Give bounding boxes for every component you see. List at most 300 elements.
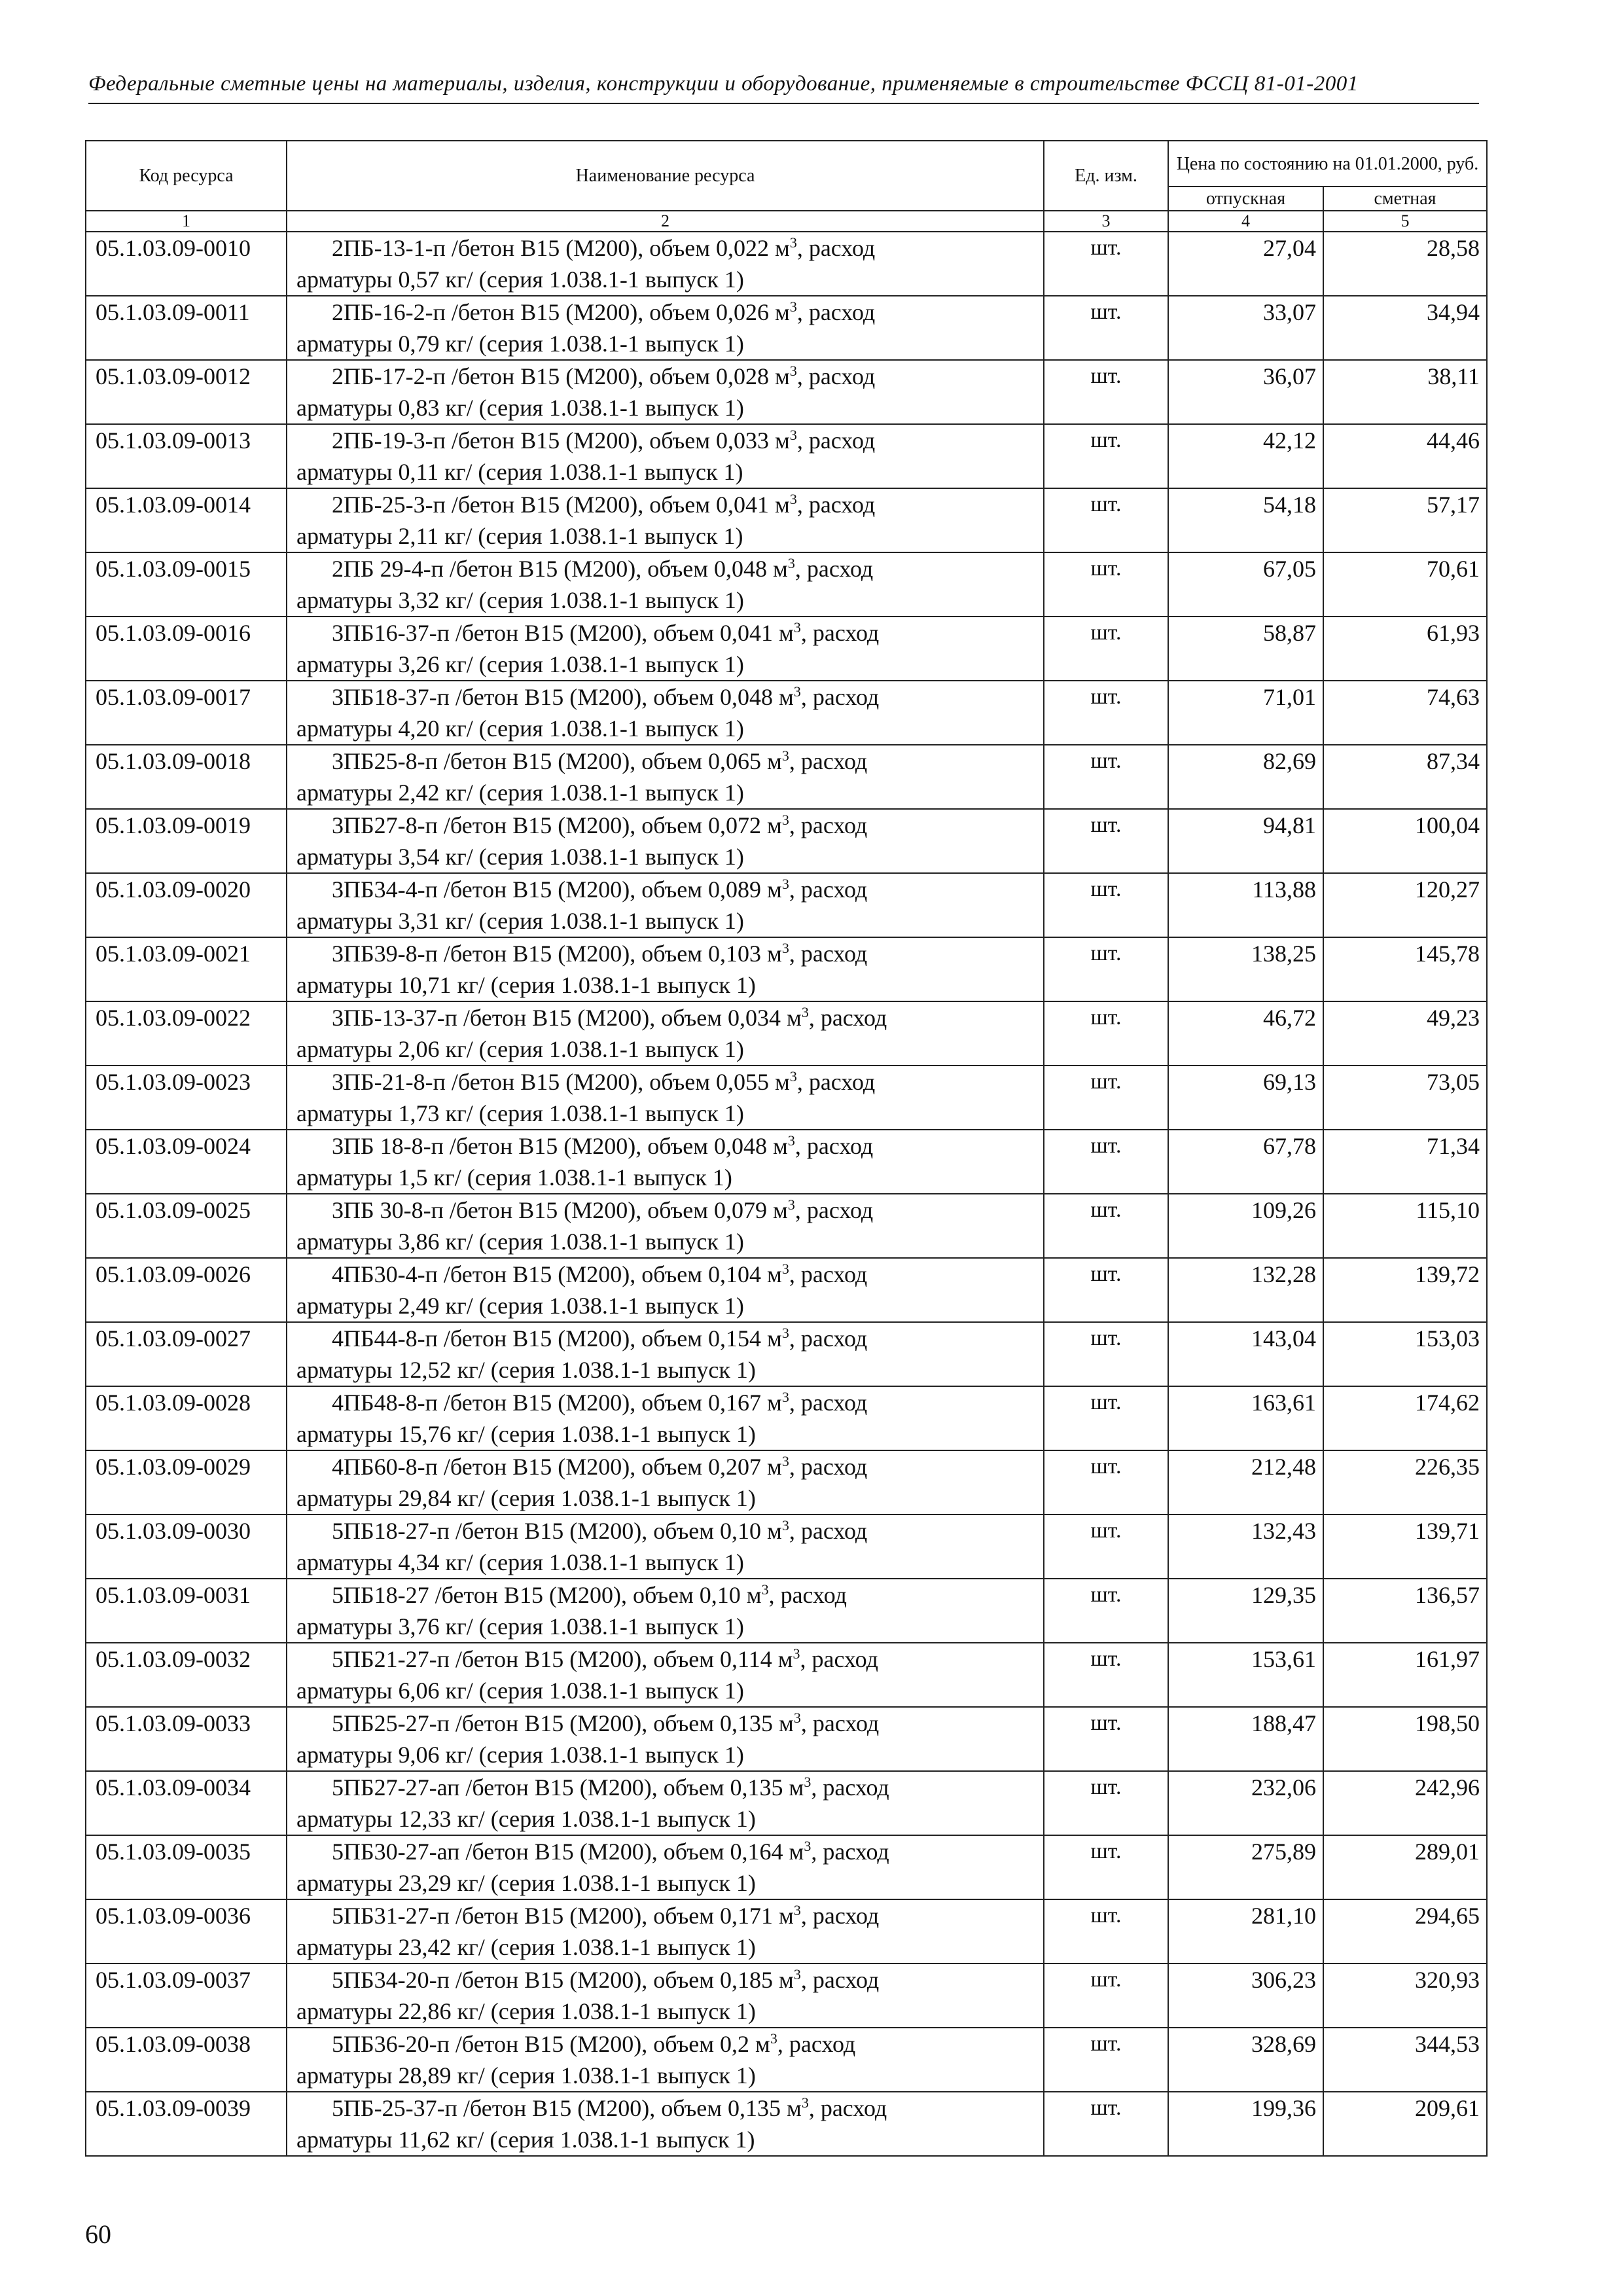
resource-code: 05.1.03.09-0021	[86, 937, 287, 1001]
cubic-superscript: 3	[801, 2094, 809, 2111]
unit-of-measure: шт.	[1044, 1643, 1168, 1707]
resource-name-text: 5ПБ36-20-п /бетон В15 (М200), объем 0,2 м	[332, 2031, 770, 2057]
estimate-price: 61,93	[1323, 617, 1487, 681]
resource-name-text-tail: , расход	[789, 748, 868, 774]
resource-name-line2: арматуры 29,84 кг/ (серия 1.038.1-1 выпуск 1)	[296, 1485, 756, 1511]
resource-name	[287, 745, 1044, 809]
resource-code: 05.1.03.09-0010	[86, 232, 287, 296]
estimate-price: 74,63	[1323, 681, 1487, 745]
resource-name-line1	[296, 1836, 1043, 1867]
table-row	[86, 1322, 1487, 1386]
unit-of-measure: шт.	[1044, 1194, 1168, 1258]
unit-of-measure: шт.	[1044, 681, 1168, 745]
resource-name-text: 3ПБ18-37-п /бетон В15 (М200), объем 0,048 м	[332, 684, 794, 710]
resource-name	[287, 1771, 1044, 1835]
table-row	[86, 1835, 1487, 1899]
column-header-code: Код ресурса	[86, 141, 287, 211]
resource-name-line2: арматуры 4,20 кг/ (серия 1.038.1-1 выпуск 1)	[296, 715, 744, 742]
resource-name-text: 2ПБ-25-3-п /бетон В15 (М200), объем 0,041 м	[332, 492, 790, 518]
resource-code: 05.1.03.09-0016	[86, 617, 287, 681]
release-price: 212,48	[1168, 1450, 1323, 1515]
table-row	[86, 617, 1487, 681]
table-row	[86, 1450, 1487, 1515]
estimate-price: 174,62	[1323, 1386, 1487, 1450]
resource-name-line2: арматуры 3,54 кг/ (серия 1.038.1-1 выпуск 1)	[296, 844, 744, 870]
resource-name-line2: арматуры 23,29 кг/ (серия 1.038.1-1 выпуск 1)	[296, 1870, 756, 1896]
estimate-price: 209,61	[1323, 2092, 1487, 2156]
resource-code: 05.1.03.09-0023	[86, 1066, 287, 1130]
resource-name	[287, 232, 1044, 296]
release-price: 42,12	[1168, 424, 1323, 488]
resource-name-text-tail: , расход	[808, 2095, 887, 2121]
resource-name	[287, 1643, 1044, 1707]
resource-name	[287, 1899, 1044, 1964]
resource-name-line1	[296, 681, 1043, 713]
column-number: 4	[1168, 211, 1323, 232]
resource-name	[287, 617, 1044, 681]
table-row	[86, 1194, 1487, 1258]
resource-name-text: 5ПБ31-27-п /бетон В15 (М200), объем 0,171 м	[332, 1903, 794, 1929]
resource-code: 05.1.03.09-0033	[86, 1707, 287, 1771]
resource-name-text-tail: , расход	[796, 1069, 876, 1095]
resource-name-text: 3ПБ25-8-п /бетон В15 (М200), объем 0,065 м	[332, 748, 782, 774]
resource-name-line1	[296, 361, 1043, 392]
unit-of-measure: шт.	[1044, 424, 1168, 488]
cubic-superscript: 3	[793, 619, 801, 636]
resource-name-text: 4ПБ44-8-п /бетон В15 (М200), объем 0,154 м	[332, 1325, 782, 1352]
estimate-price: 226,35	[1323, 1450, 1487, 1515]
resource-name	[287, 1194, 1044, 1258]
resource-name-line1	[296, 553, 1043, 584]
estimate-price: 28,58	[1323, 232, 1487, 296]
release-price: 82,69	[1168, 745, 1323, 809]
resource-name-text-tail: , расход	[794, 1133, 874, 1159]
resource-name-text: 5ПБ21-27-п /бетон В15 (М200), объем 0,114 м	[332, 1646, 793, 1672]
release-price: 109,26	[1168, 1194, 1323, 1258]
cubic-superscript: 3	[781, 1261, 789, 1277]
estimate-price: 87,34	[1323, 745, 1487, 809]
resource-name-text: 5ПБ18-27 /бетон В15 (М200), объем 0,10 м	[332, 1582, 762, 1608]
resource-name-text-tail: , расход	[800, 1710, 880, 1736]
release-price: 275,89	[1168, 1835, 1323, 1899]
release-price: 153,61	[1168, 1643, 1323, 1707]
resource-name-text: 2ПБ 29-4-п /бетон В15 (М200), объем 0,048 м	[332, 556, 788, 582]
unit-of-measure: шт.	[1044, 488, 1168, 552]
resource-code: 05.1.03.09-0038	[86, 2028, 287, 2092]
resource-name-line1	[296, 1387, 1043, 1418]
resource-name-line2: арматуры 15,76 кг/ (серия 1.038.1-1 выпуск 1)	[296, 1421, 756, 1447]
release-price: 143,04	[1168, 1322, 1323, 1386]
resource-code: 05.1.03.09-0029	[86, 1450, 287, 1515]
resource-name-line2: арматуры 1,5 кг/ (серия 1.038.1-1 выпуск 1)	[296, 1164, 732, 1191]
unit-of-measure: шт.	[1044, 2092, 1168, 2156]
cubic-superscript: 3	[781, 1389, 789, 1405]
table-row	[86, 681, 1487, 745]
resource-name-text-tail: , расход	[811, 1839, 889, 1865]
running-header: Федеральные сметные цены на материалы, изделия, конструкции и оборудование, применяемые в строительстве ФССЦ 81-01-2001	[88, 72, 1479, 104]
release-price: 94,81	[1168, 809, 1323, 873]
estimate-price: 139,71	[1323, 1515, 1487, 1579]
resource-name-line1	[296, 1323, 1043, 1354]
estimate-price: 145,78	[1323, 937, 1487, 1001]
cubic-superscript: 3	[804, 1774, 812, 1790]
cubic-superscript: 3	[789, 491, 797, 507]
table-row	[86, 1001, 1487, 1066]
table-row	[86, 1771, 1487, 1835]
unit-of-measure: шт.	[1044, 1771, 1168, 1835]
resource-name-text-tail: , расход	[796, 299, 876, 325]
table-row	[86, 296, 1487, 360]
cubic-superscript: 3	[781, 747, 789, 764]
resource-name-line1	[296, 489, 1043, 520]
resource-name-text: 3ПБ 18-8-п /бетон В15 (М200), объем 0,048 м	[332, 1133, 788, 1159]
resource-name-text: 2ПБ-19-3-п /бетон В15 (М200), объем 0,033 м	[332, 427, 790, 454]
resource-name-line2: арматуры 3,26 кг/ (серия 1.038.1-1 выпуск 1)	[296, 651, 744, 677]
resource-name-text: 3ПБ34-4-п /бетон В15 (М200), объем 0,089 м	[332, 876, 782, 903]
resource-code: 05.1.03.09-0039	[86, 2092, 287, 2156]
resource-name	[287, 1130, 1044, 1194]
unit-of-measure: шт.	[1044, 1450, 1168, 1515]
unit-of-measure: шт.	[1044, 360, 1168, 424]
resource-name-line2: арматуры 12,33 кг/ (серия 1.038.1-1 выпуск 1)	[296, 1806, 756, 1832]
column-number: 5	[1323, 211, 1487, 232]
resource-name	[287, 1066, 1044, 1130]
table-row	[86, 1515, 1487, 1579]
resource-name-text-tail: , расход	[800, 620, 880, 646]
resource-name-text-tail: , расход	[800, 1646, 878, 1672]
release-price: 138,25	[1168, 937, 1323, 1001]
resource-name-text-tail: , расход	[796, 427, 876, 454]
release-price: 36,07	[1168, 360, 1323, 424]
resource-name-line1	[296, 1772, 1043, 1803]
resource-code: 05.1.03.09-0013	[86, 424, 287, 488]
resource-name-text: 3ПБ-21-8-п /бетон В15 (М200), объем 0,055 м	[332, 1069, 790, 1095]
resource-code: 05.1.03.09-0027	[86, 1322, 287, 1386]
unit-of-measure: шт.	[1044, 1579, 1168, 1643]
resource-name-text-tail: , расход	[808, 1005, 887, 1031]
resource-name	[287, 2092, 1044, 2156]
resource-name-text-tail: , расход	[800, 684, 880, 710]
release-price: 129,35	[1168, 1579, 1323, 1643]
table-row	[86, 488, 1487, 552]
cubic-superscript: 3	[781, 1325, 789, 1341]
release-price: 232,06	[1168, 1771, 1323, 1835]
resource-name-text: 2ПБ-16-2-п /бетон В15 (М200), объем 0,026 м	[332, 299, 790, 325]
table-row	[86, 1964, 1487, 2028]
cubic-superscript: 3	[793, 1902, 801, 1918]
estimate-price: 100,04	[1323, 809, 1487, 873]
resource-name	[287, 681, 1044, 745]
resource-name-line1	[296, 1643, 1043, 1675]
column-number: 1	[86, 211, 287, 232]
resource-name-text-tail: , расход	[789, 1390, 868, 1416]
estimate-price: 71,34	[1323, 1130, 1487, 1194]
resource-name	[287, 2028, 1044, 2092]
cubic-superscript: 3	[781, 940, 789, 956]
cubic-superscript: 3	[793, 1645, 800, 1662]
estimate-price: 294,65	[1323, 1899, 1487, 1964]
resource-name	[287, 937, 1044, 1001]
cubic-superscript: 3	[789, 363, 797, 379]
resource-name-text-tail: , расход	[789, 941, 868, 967]
unit-of-measure: шт.	[1044, 745, 1168, 809]
unit-of-measure: шт.	[1044, 296, 1168, 360]
cubic-superscript: 3	[789, 234, 797, 251]
resource-name-line1	[296, 810, 1043, 841]
release-price: 27,04	[1168, 232, 1323, 296]
resource-name-line2: арматуры 10,71 кг/ (серия 1.038.1-1 выпуск 1)	[296, 972, 756, 998]
resource-name-text: 5ПБ30-27-ап /бетон В15 (М200), объем 0,164 м	[332, 1839, 804, 1865]
resource-name	[287, 1515, 1044, 1579]
release-price: 132,43	[1168, 1515, 1323, 1579]
estimate-price: 57,17	[1323, 488, 1487, 552]
estimate-price: 344,53	[1323, 2028, 1487, 2092]
release-price: 33,07	[1168, 296, 1323, 360]
resource-name-text: 3ПБ-13-37-п /бетон В15 (М200), объем 0,034 м	[332, 1005, 802, 1031]
unit-of-measure: шт.	[1044, 1899, 1168, 1964]
unit-of-measure: шт.	[1044, 809, 1168, 873]
resource-name-line2: арматуры 23,42 кг/ (серия 1.038.1-1 выпуск 1)	[296, 1934, 756, 1960]
resource-name	[287, 296, 1044, 360]
resource-code: 05.1.03.09-0018	[86, 745, 287, 809]
price-table-container	[85, 140, 1486, 2157]
resource-code: 05.1.03.09-0025	[86, 1194, 287, 1258]
resource-name-text-tail: , расход	[789, 1518, 868, 1544]
resource-name-line1	[296, 2028, 1043, 2060]
estimate-price: 161,97	[1323, 1643, 1487, 1707]
unit-of-measure: шт.	[1044, 1130, 1168, 1194]
release-price: 328,69	[1168, 2028, 1323, 2092]
resource-name-line1	[296, 425, 1043, 456]
table-row	[86, 360, 1487, 424]
resource-name-line1	[296, 232, 1043, 264]
cubic-superscript: 3	[770, 2030, 777, 2047]
unit-of-measure: шт.	[1044, 1001, 1168, 1066]
column-number: 3	[1044, 211, 1168, 232]
estimate-price: 34,94	[1323, 296, 1487, 360]
resource-code: 05.1.03.09-0012	[86, 360, 287, 424]
resource-name-line2: арматуры 1,73 кг/ (серия 1.038.1-1 выпуск 1)	[296, 1100, 744, 1126]
release-price: 306,23	[1168, 1964, 1323, 2028]
resource-name-line1	[296, 1451, 1043, 1482]
unit-of-measure: шт.	[1044, 1707, 1168, 1771]
resource-name-line2: арматуры 3,86 кг/ (серия 1.038.1-1 выпуск 1)	[296, 1229, 744, 1255]
resource-name-text-tail: , расход	[794, 1197, 874, 1223]
cubic-superscript: 3	[793, 683, 801, 700]
resource-name-text-tail: , расход	[796, 363, 876, 389]
release-price: 67,78	[1168, 1130, 1323, 1194]
resource-name-line2: арматуры 11,62 кг/ (серия 1.038.1-1 выпуск 1)	[296, 2126, 755, 2153]
resource-name	[287, 552, 1044, 617]
resource-name-text-tail: , расход	[800, 1967, 880, 1993]
resource-name-text-tail: , расход	[768, 1582, 847, 1608]
resource-name	[287, 1964, 1044, 2028]
resource-name-line1	[296, 1964, 1043, 1996]
release-price: 163,61	[1168, 1386, 1323, 1450]
resource-name	[287, 1579, 1044, 1643]
resource-name-line2: арматуры 2,06 кг/ (серия 1.038.1-1 выпуск 1)	[296, 1036, 744, 1062]
resource-name-line1	[296, 617, 1043, 649]
estimate-price: 38,11	[1323, 360, 1487, 424]
cubic-superscript: 3	[789, 1068, 797, 1085]
estimate-price: 136,57	[1323, 1579, 1487, 1643]
resource-name-line1	[296, 2092, 1043, 2124]
resource-name-line1	[296, 1066, 1043, 1098]
resource-name	[287, 1707, 1044, 1771]
estimate-price: 242,96	[1323, 1771, 1487, 1835]
resource-code: 05.1.03.09-0031	[86, 1579, 287, 1643]
resource-code: 05.1.03.09-0026	[86, 1258, 287, 1322]
resource-name	[287, 873, 1044, 937]
column-header-unit: Ед. изм.	[1044, 141, 1168, 211]
resource-name-line1	[296, 1515, 1043, 1547]
resource-name-line2: арматуры 0,79 кг/ (серия 1.038.1-1 выпуск 1)	[296, 331, 744, 357]
release-price: 281,10	[1168, 1899, 1323, 1964]
resource-name-text: 4ПБ30-4-п /бетон В15 (М200), объем 0,104 м	[332, 1261, 782, 1287]
resource-name-line2: арматуры 4,34 кг/ (серия 1.038.1-1 выпуск 1)	[296, 1549, 744, 1575]
resource-name-line1	[296, 938, 1043, 969]
column-header-estimate-price: сметная	[1323, 187, 1487, 211]
estimate-price: 73,05	[1323, 1066, 1487, 1130]
table-row	[86, 937, 1487, 1001]
unit-of-measure: шт.	[1044, 1835, 1168, 1899]
resource-code: 05.1.03.09-0034	[86, 1771, 287, 1835]
table-row	[86, 1899, 1487, 1964]
unit-of-measure: шт.	[1044, 1386, 1168, 1450]
resource-name-line1	[296, 1194, 1043, 1226]
resource-name-line1	[296, 874, 1043, 905]
unit-of-measure: шт.	[1044, 1515, 1168, 1579]
unit-of-measure: шт.	[1044, 1258, 1168, 1322]
estimate-price: 49,23	[1323, 1001, 1487, 1066]
table-row	[86, 1707, 1487, 1771]
cubic-superscript: 3	[804, 1838, 812, 1854]
unit-of-measure: шт.	[1044, 937, 1168, 1001]
table-body	[86, 232, 1487, 2156]
release-price: 113,88	[1168, 873, 1323, 937]
resource-name-line1	[296, 1130, 1043, 1162]
estimate-price: 70,61	[1323, 552, 1487, 617]
cubic-superscript: 3	[793, 1710, 801, 1726]
resource-name-text: 3ПБ16-37-п /бетон В15 (М200), объем 0,041 м	[332, 620, 794, 646]
release-price: 67,05	[1168, 552, 1323, 617]
resource-name	[287, 1001, 1044, 1066]
price-table	[85, 140, 1488, 2157]
cubic-superscript: 3	[761, 1581, 769, 1598]
estimate-price: 153,03	[1323, 1322, 1487, 1386]
resource-code: 05.1.03.09-0020	[86, 873, 287, 937]
resource-name-text-tail: , расход	[789, 1454, 868, 1480]
release-price: 58,87	[1168, 617, 1323, 681]
resource-name-text: 3ПБ 30-8-п /бетон В15 (М200), объем 0,079 м	[332, 1197, 788, 1223]
resource-name	[287, 424, 1044, 488]
resource-name	[287, 488, 1044, 552]
resource-name-line2: арматуры 12,52 кг/ (серия 1.038.1-1 выпуск 1)	[296, 1357, 756, 1383]
resource-name-text-tail: , расход	[811, 1774, 889, 1801]
unit-of-measure: шт.	[1044, 1964, 1168, 2028]
resource-name	[287, 1835, 1044, 1899]
table-row	[86, 1643, 1487, 1707]
unit-of-measure: шт.	[1044, 1322, 1168, 1386]
release-price: 188,47	[1168, 1707, 1323, 1771]
unit-of-measure: шт.	[1044, 1066, 1168, 1130]
resource-name-line2: арматуры 28,89 кг/ (серия 1.038.1-1 выпуск 1)	[296, 2062, 756, 2089]
column-header-price-group: Цена по состоянию на 01.01.2000, руб.	[1168, 141, 1487, 187]
table-row	[86, 745, 1487, 809]
estimate-price: 120,27	[1323, 873, 1487, 937]
resource-name-text-tail: , расход	[789, 876, 868, 903]
resource-code: 05.1.03.09-0028	[86, 1386, 287, 1450]
resource-name-text: 2ПБ-13-1-п /бетон В15 (М200), объем 0,022 м	[332, 235, 790, 261]
unit-of-measure: шт.	[1044, 2028, 1168, 2092]
estimate-price: 44,46	[1323, 424, 1487, 488]
resource-code: 05.1.03.09-0011	[86, 296, 287, 360]
resource-code: 05.1.03.09-0017	[86, 681, 287, 745]
resource-name-text-tail: , расход	[796, 492, 876, 518]
cubic-superscript: 3	[781, 1517, 789, 1534]
table-row	[86, 1130, 1487, 1194]
resource-name-line1	[296, 1708, 1043, 1739]
resource-name-line2: арматуры 6,06 кг/ (серия 1.038.1-1 выпуск 1)	[296, 1677, 744, 1704]
cubic-superscript: 3	[787, 555, 795, 571]
release-price: 132,28	[1168, 1258, 1323, 1322]
estimate-price: 139,72	[1323, 1258, 1487, 1322]
resource-name-text: 5ПБ-25-37-п /бетон В15 (М200), объем 0,135 м	[332, 2095, 802, 2121]
table-row	[86, 424, 1487, 488]
release-price: 54,18	[1168, 488, 1323, 552]
resource-name-line2: арматуры 0,11 кг/ (серия 1.038.1-1 выпуск 1)	[296, 459, 743, 485]
unit-of-measure: шт.	[1044, 552, 1168, 617]
resource-name-text: 4ПБ60-8-п /бетон В15 (М200), объем 0,207 м	[332, 1454, 782, 1480]
unit-of-measure: шт.	[1044, 232, 1168, 296]
resource-name	[287, 809, 1044, 873]
resource-name-text: 5ПБ25-27-п /бетон В15 (М200), объем 0,135 м	[332, 1710, 794, 1736]
column-header-name: Наименование ресурса	[287, 141, 1044, 211]
resource-name-text: 5ПБ34-20-п /бетон В15 (М200), объем 0,185 м	[332, 1967, 794, 1993]
resource-name-line1	[296, 1900, 1043, 1931]
cubic-superscript: 3	[801, 1004, 809, 1020]
resource-code: 05.1.03.09-0036	[86, 1899, 287, 1964]
cubic-superscript: 3	[781, 812, 789, 828]
resource-name-line2: арматуры 2,49 кг/ (серия 1.038.1-1 выпуск 1)	[296, 1293, 744, 1319]
resource-name-text-tail: , расход	[794, 556, 874, 582]
column-header-release-price: отпускная	[1168, 187, 1323, 211]
estimate-price: 320,93	[1323, 1964, 1487, 2028]
resource-name-line2: арматуры 3,32 кг/ (серия 1.038.1-1 выпуск 1)	[296, 587, 744, 613]
resource-name-text-tail: , расход	[796, 235, 876, 261]
table-row	[86, 552, 1487, 617]
resource-code: 05.1.03.09-0035	[86, 1835, 287, 1899]
estimate-price: 115,10	[1323, 1194, 1487, 1258]
resource-name-line1	[296, 296, 1043, 328]
resource-name-line2: арматуры 0,57 кг/ (серия 1.038.1-1 выпуск 1)	[296, 266, 744, 293]
column-number-row	[86, 211, 1487, 232]
resource-name-line2: арматуры 2,11 кг/ (серия 1.038.1-1 выпуск 1)	[296, 523, 743, 549]
table-row	[86, 1258, 1487, 1322]
cubic-superscript: 3	[781, 876, 789, 892]
resource-name-text-tail: , расход	[789, 1261, 868, 1287]
resource-name-text-tail: , расход	[777, 2031, 856, 2057]
resource-name-line1	[296, 1002, 1043, 1033]
cubic-superscript: 3	[789, 298, 797, 315]
resource-code: 05.1.03.09-0019	[86, 809, 287, 873]
column-number: 2	[287, 211, 1044, 232]
resource-name-text: 3ПБ39-8-п /бетон В15 (М200), объем 0,103 м	[332, 941, 782, 967]
resource-code: 05.1.03.09-0014	[86, 488, 287, 552]
resource-name-text: 5ПБ18-27-п /бетон В15 (М200), объем 0,10 м	[332, 1518, 782, 1544]
cubic-superscript: 3	[781, 1453, 789, 1469]
cubic-superscript: 3	[787, 1132, 795, 1149]
